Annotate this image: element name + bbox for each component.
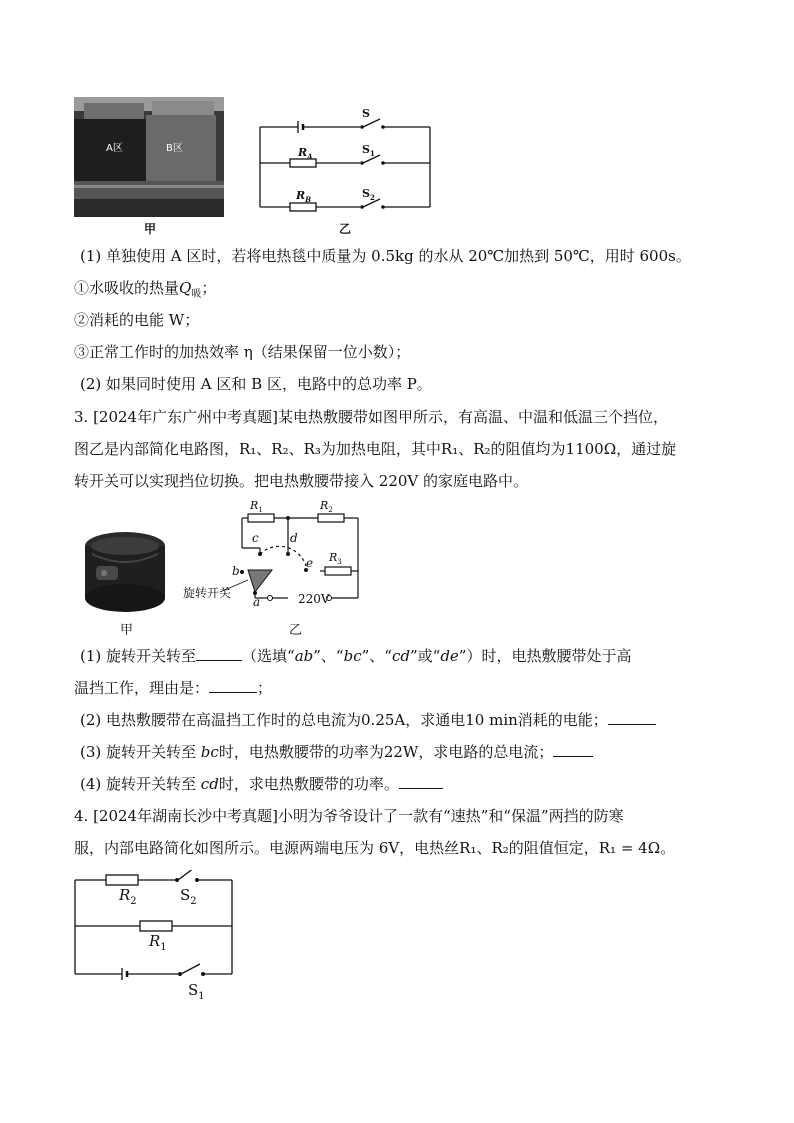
q2-part1: (1) 单独使用 A 区时，若将电热毯中质量为 0.5kg 的水从 20℃加热到 50℃，用时 600s。 [80,247,691,265]
q3-part1-line1: (1) 旋转开关转至 （选填“ab”、“bc”、“cd”或“de”）时，电热敷腰带处于高 [80,647,632,665]
terminal-e-label: e [306,556,314,570]
q3-stem-line3: 转开关可以实现挡位切换。把电热敷腰带接入 220V 的家庭电路中。 [74,472,529,490]
zone-b-label: B区 [166,143,183,154]
q2-part2: (2) 如果同时使用 A 区和 B 区，电路中的总功率 P。 [80,375,432,393]
zone-a-label: A区 [106,143,123,154]
terminal-d-label: d [290,531,298,545]
answer-blank[interactable] [399,774,443,789]
heating-belt-photo [82,530,168,614]
answer-blank[interactable] [196,646,242,661]
r1-label: $R_1$ [250,499,263,515]
answer-blank[interactable] [608,710,656,725]
rotary-switch-label: 旋转开关 [183,586,232,600]
terminal-c-label: c [252,531,259,545]
terminal-b-label: b [232,564,240,578]
answer-blank[interactable] [553,742,593,757]
figure-caption-jia: 甲 [144,222,157,236]
q4-s2-label: $S_2$ [180,886,197,907]
q4-s1-label: $S_1$ [188,981,205,1002]
r2-label: $R_2$ [320,499,333,515]
blanket-photo [74,97,224,217]
q3-stem-line2: 图乙是内部简化电路图，R₁、R₂、R₃为加热电阻，其中R₁、R₂的阻值均为1100Ω，通过旋 [74,440,677,458]
figure-caption-belt-jia: 甲 [120,623,134,638]
resistor-rb-label: $R_B$ [296,189,312,205]
q3-part2: (2) 电热敷腰带在高温挡工作时的总电流为0.25A，求通电10 min消耗的电能； [80,710,656,730]
q4-r1-label: $R_1$ [149,932,167,953]
figure-caption-belt-yi: 乙 [289,623,303,638]
q3-stem-line1: 3. [2024年广东广州中考真题]某电热敷腰带如图甲所示，有高温、中温和低温三个挡位， [74,408,668,426]
q4-stem-line1: 4. [2024年湖南长沙中考真题]小明为爷爷设计了一款有“速热”和“保温”两挡的防寒 [74,807,624,825]
switch-s2-label: $S_2$ [362,187,375,203]
terminal-a-label: a [253,595,261,609]
r3-label: $R_3$ [329,551,342,567]
switch-s1-label: $S_1$ [362,143,375,159]
supply-voltage-label: 220V [298,592,330,606]
q2-item2: ②消耗的电能 W； [74,311,200,329]
q2-item3: ③正常工作时的加热效率 η（结果保留一位小数）； [74,343,411,361]
q2-item1: ①水吸收的热量$Q_吸$； [74,279,217,300]
resistor-ra-label: $R_A$ [298,146,313,162]
q3-part1-line2: 温挡工作，理由是： ； [74,679,273,697]
answer-blank[interactable] [209,678,257,693]
blanket-circuit-diagram [250,105,440,215]
heated-clothing-circuit-diagram [70,870,240,985]
q3-part3: (3) 旋转开关转至 bc时，电热敷腰带的功率为22W，求电路的总电流； [80,742,593,762]
figure-caption-yi: 乙 [339,222,352,236]
q4-r2-label: $R_2$ [119,886,137,907]
q4-stem-line2: 服，内部电路简化如图所示。电源两端电压为 6V，电热丝R₁、R₂的阻值恒定，R₁ = 4Ω。 [74,839,676,857]
switch-s-label: S [362,107,370,120]
q3-part4: (4) 旋转开关转至 cd时，求电热敷腰带的功率。 [80,774,443,794]
